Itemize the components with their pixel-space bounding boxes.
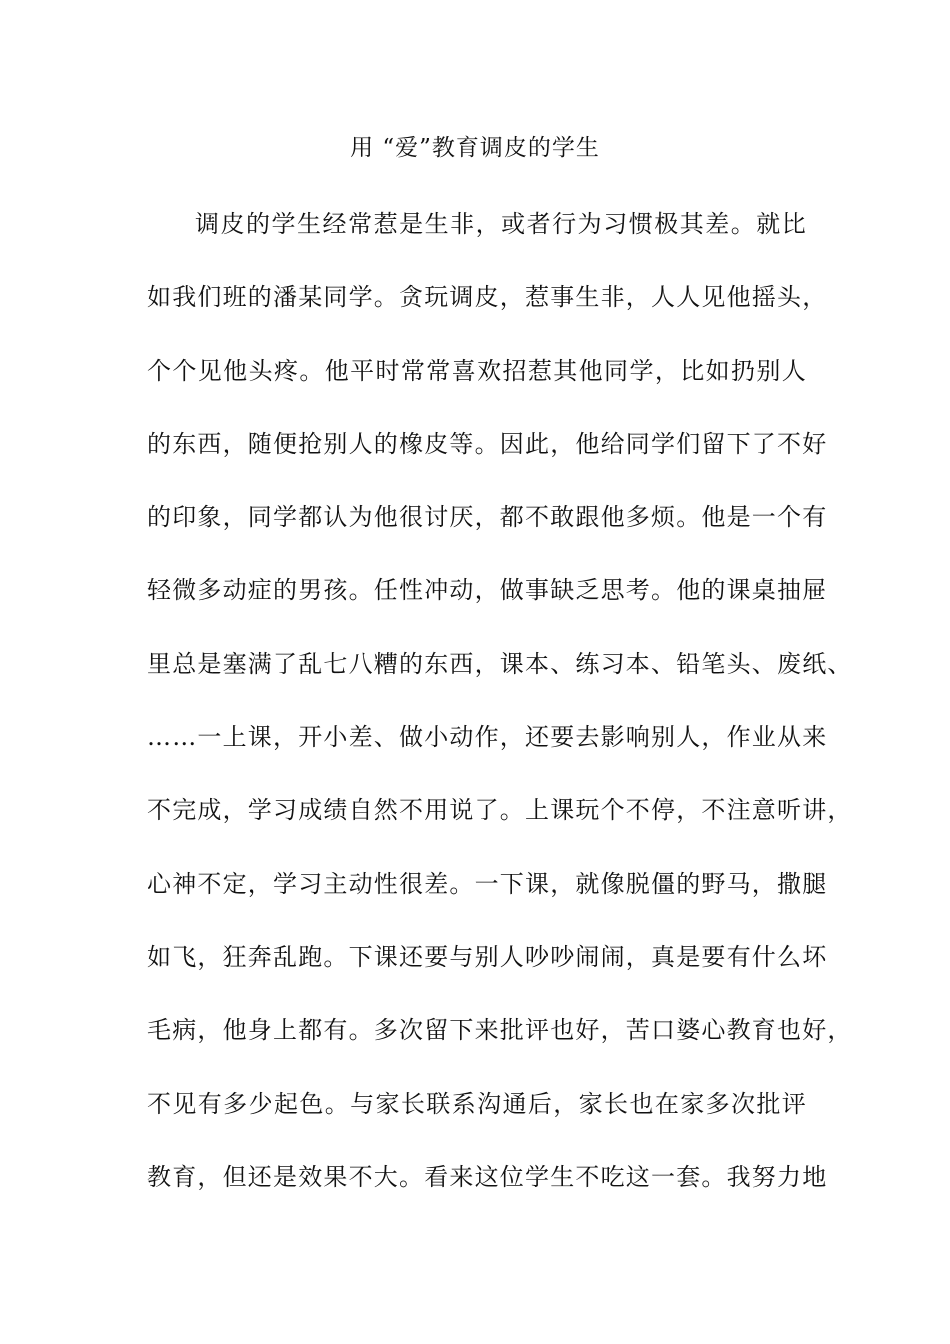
body-line-5: 的印象，同学都认为他很讨厌，都不敢跟他多烦。他是一个有 — [147, 503, 828, 532]
body-line-11: 如飞，狂奔乱跑。下课还要与别人吵吵闹闹，真是要有什么坏 — [147, 942, 828, 971]
body-line-6: 轻微多动症的男孩。任性冲动，做事缺乏思考。他的课桌抽屉 — [147, 576, 828, 605]
body-line-13: 不见有多少起色。与家长联系沟通后，家长也在家多次批评 — [147, 1089, 807, 1118]
document-body — [147, 206, 853, 1232]
body-line-3: 个个见他头疼。他平时常常喜欢招惹其他同学，比如扔别人 — [147, 356, 807, 385]
body-line-4: 的东西，随便抢别人的橡皮等。因此，他给同学们留下了不好 — [147, 429, 828, 458]
body-line-9: 不完成，学习成绩自然不用说了。上课玩个不停，不注意听讲， — [147, 796, 853, 825]
document-title: 用 “爱”教育调皮的学生 — [350, 135, 600, 161]
body-line-14: 教育，但还是效果不大。看来这位学生不吃这一套。我努力地 — [147, 1162, 828, 1191]
body-line-2: 如我们班的潘某同学。贪玩调皮，惹事生非，人人见他摇头， — [147, 283, 828, 312]
body-line-8: ……一上课，开小差、做小动作，还要去影响别人，作业从来 — [147, 723, 828, 752]
body-line-1: 调皮的学生经常惹是生非，或者行为习惯极其差。就比 — [195, 210, 807, 238]
body-line-7: 里总是塞满了乱七八糟的东西，课本、练习本、铅笔头、废纸、 — [147, 649, 853, 678]
body-line-10: 心神不定，学习主动性很差。一下课，就像脱僵的野马，撒腿 — [147, 869, 828, 898]
body-line-12: 毛病，他身上都有。多次留下来批评也好，苦口婆心教育也好， — [147, 1016, 853, 1045]
